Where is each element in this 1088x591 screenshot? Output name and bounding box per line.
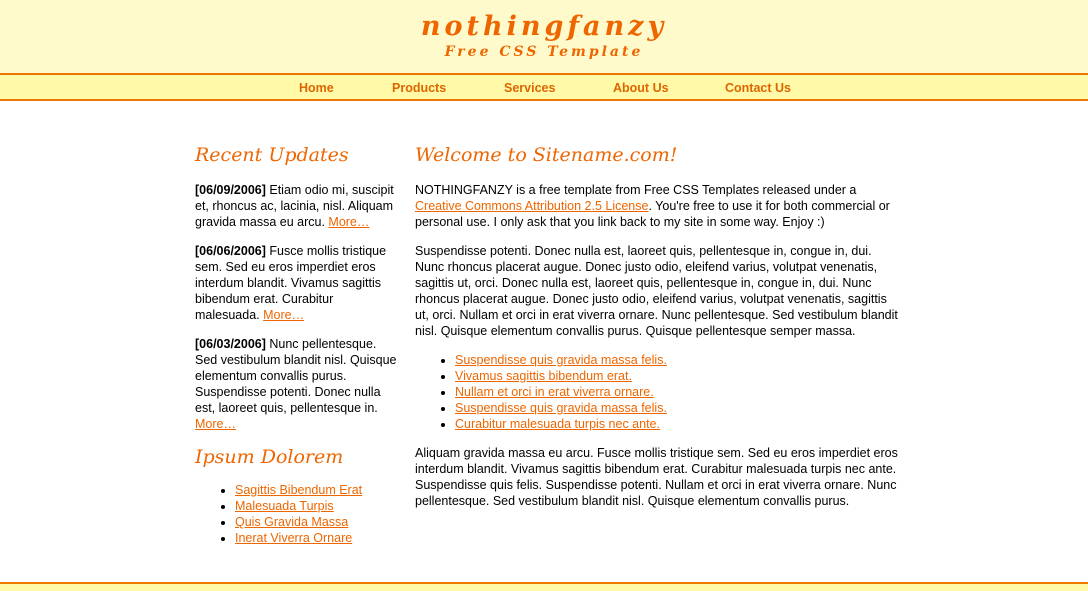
nav-home-link[interactable]: Home [299,81,334,95]
ipsum-dolorem-heading: Ipsum Dolorem [195,446,344,468]
update-item [195,243,400,323]
main-list-link[interactable]: Vivamus sagittis bibendum erat. [455,369,632,383]
recent-updates-heading: Recent Updates [195,144,349,166]
update-more-link[interactable]: More… [328,215,370,229]
list-item [455,416,900,432]
update-item [195,336,400,432]
update-more-link[interactable]: More… [195,417,236,431]
update-text: Fusce mollis tristique sem. Sed eu eros imperdiet eros interdum blandit. Vivamus sagittis bibendum erat. Curabitur malesuada. [195,244,387,322]
sidebar-link-list [195,482,400,546]
main-content [415,143,900,522]
intro-paragraph [415,182,900,230]
update-more-link[interactable]: More… [263,308,305,322]
intro-text: . You're free to use it for both commercial or personal use. I only ask that you link back to my site in some way. Enjoy :) [415,199,890,229]
sidebar-link[interactable]: Malesuada Turpis [235,499,334,513]
list-item [455,368,900,384]
list-item [455,384,900,400]
main-list-link[interactable]: Nullam et orci in erat viverra ornare. [455,385,654,399]
body-paragraph: Suspendisse potenti. Donec nulla est, laoreet quis, pellentesque in, congue in, dui. Nunc rhoncus placerat augue. Donec justo odio, eleifend varius, volutpat venenatis, sagittis ut, orci. Donec nulla est, laoreet quis, pellentesque in, congue in, dui. Nunc rhoncus placerat augue. Donec justo odio, eleifend varius, volutpat venenatis, sagittis ut, orci. Nullam et orci in erat viverra ornare. Nunc pellentesque. Sed vestibulum blandit nisl. Quisque elementum convallis purus. Quisque pellentesque semper massa. [415,244,898,338]
main-nav [0,73,1088,101]
license-link[interactable]: Creative Commons Attribution 2.5 License [415,199,649,213]
welcome-heading: Welcome to Sitename.com! [415,144,678,166]
update-date: [06/09/2006] [195,183,266,197]
body-paragraph: Aliquam gravida massa eu arcu. Fusce mollis tristique sem. Sed eu eros imperdiet eros interdum blandit. Vivamus sagittis bibendum erat. Curabitur malesuada turpis nec ante. Suspendisse quis felis. Suspendisse potenti. Nullam et orci in erat viverra ornare. Nunc pellentesque. Sed vestibulum blandit nisl. Quisque elementum convallis purus. [415,446,898,508]
main-link-list [415,352,900,432]
list-item [235,482,400,498]
intro-text: NOTHINGFANZY is a free template from Free CSS Templates released under a [415,183,857,197]
site-header [0,0,1088,73]
nav-about-us-link[interactable]: About Us [613,81,669,95]
footer-bar [0,582,1088,591]
update-date: [06/06/2006] [195,244,266,258]
list-item [235,530,400,546]
main-list-link[interactable]: Suspendisse quis gravida massa felis. [455,353,667,367]
nav-services-link[interactable]: Services [504,81,556,95]
update-item [195,182,400,230]
update-text: Nunc pellentesque. Sed vestibulum blandit nisl. Quisque elementum convallis purus. Suspendisse potenti. Donec nulla est, laoreet quis, pellentesque in. [195,337,397,415]
site-slogan: Free CSS Template [444,44,644,60]
list-item [455,352,900,368]
nav-products-link[interactable]: Products [392,81,447,95]
sidebar-link[interactable]: Sagittis Bibendum Erat [235,483,363,497]
list-item [235,514,400,530]
update-date: [06/03/2006] [195,337,266,351]
list-item [455,400,900,416]
site-logo[interactable]: nothingfanzy [420,11,668,42]
main-list-link[interactable]: Suspendisse quis gravida massa felis. [455,401,667,415]
sidebar-link[interactable]: Quis Gravida Massa [235,515,349,529]
update-text: Etiam odio mi, suscipit et, rhoncus ac, lacinia, nisl. Aliquam gravida massa eu arcu. [195,183,394,229]
list-item [235,498,400,514]
nav-contact-us-link[interactable]: Contact Us [725,81,791,95]
sidebar-link[interactable]: Inerat Viverra Ornare [235,531,353,545]
sidebar [195,143,400,546]
main-list-link[interactable]: Curabitur malesuada turpis nec ante. [455,417,660,431]
